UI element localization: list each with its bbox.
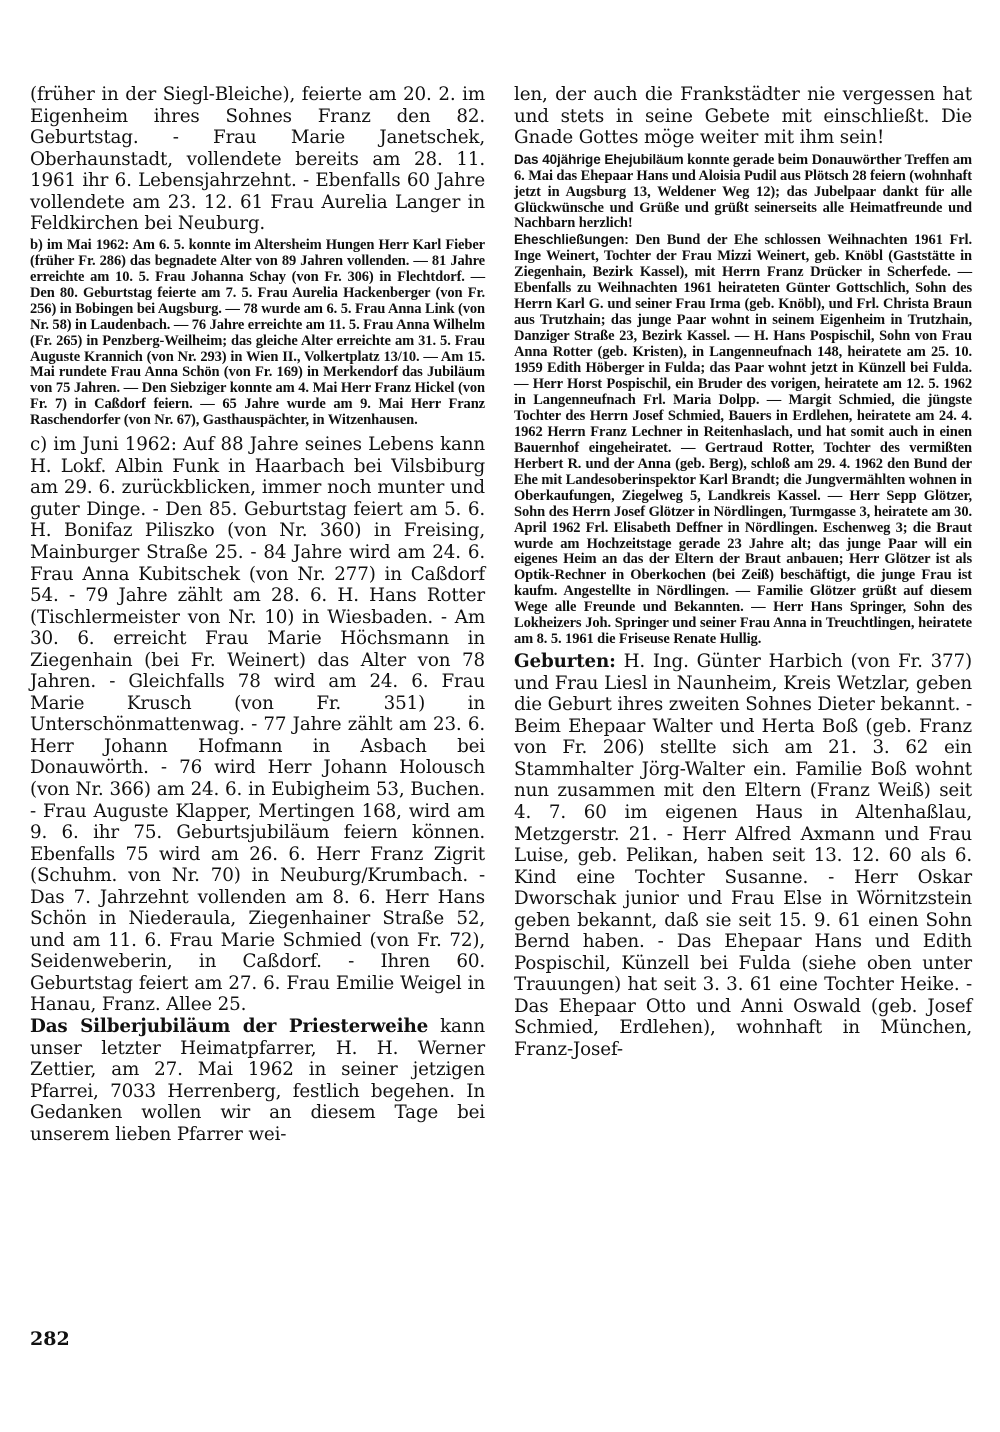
right-paragraph-births [514,651,972,1060]
weddings-heading: Eheschließungen: [514,232,629,248]
marriage-jubilee-heading: Das 40jährige Ehejubiläum [514,151,684,167]
marriage-jubilee-text: konnte gerade beim Donauwörther Treffen am 6. Mai das Ehepaar Hans und Aloisia Pudil aus Plötsch 28 feiern (wohnhaft jetzt in Augsburg 13, Weldener Weg 12); das Jubelpaar dankt für alle Glückwünsche und Grüße und grüßt seinerseits alle Heimatfreunde und Nachbarn herzlich! [514,151,972,232]
silver-jubilee-heading: Das Silberjubiläum der Priesterweihe [30,1016,429,1038]
right-column [514,84,972,1061]
births-heading: Geburten: [514,651,616,673]
page-number: 282 [30,1328,70,1350]
right-paragraph-1: len, der auch die Frankstädter nie vergessen hat und stets in seine Gebete mit einschließt. Die Gnade Gottes möge weiter mit ihm sein! [514,84,972,149]
left-paragraph-1: (früher in der Siegl-Bleiche), feierte am 20. 2. im Eigenheim ihres Sohnes Franz den 82. Geburtstag. - Frau Marie Janetschek, Oberhaunstadt, vollendete bereits am 28. 11. 1961 ihr 6. Lebensjahrzehnt. - Ebenfalls 60 Jahre vollendete am 23. 12. 61 Frau Aurelia Langer in Feldkirchen bei Neuburg. [30,84,485,235]
births-text: H. Ing. Günter Harbich (von Fr. 377) und Frau Liesl in Naunheim, Kreis Wetzlar, geben die Geburt ihres zweiten Sohnes Dieter bekannt. - Beim Ehepaar Walter und Herta Boß (geb. Franz von Fr. 206) stellte sich am 21. 3. 62 ein Stammhalter Jörg-Walter ein. Familie Boß wohnt nun zusammen mit den Eltern (Franz Weiß) seit 4. 7. 60 im eigenen Haus in Altenhaßlau, Metzgerstr. 21. - Herr Alfred Axmann und Frau Luise, geb. Pelikan, haben seit 13. 12. 60 als 6. Kind eine Tochter Susanne. - Herr Oskar Dworschak junior und Frau Else in Wörnitzstein geben bekannt, daß sie seit 15. 9. 61 einen Sohn Bernd haben. - Das Ehepaar Hans und Edith Pospischil, Künzell bei Fulda (siehe oben unter Trauungen) hat seit 3. 3. 61 eine Tochter Heike. - Das Ehepaar Otto und Anni Oswald (geb. Josef Schmied, Erdlehen), wohnhaft in München, Franz-Josef- [514,651,973,1061]
weddings-text: Den Bund der Ehe schlossen Weihnachten 1961 Frl. Inge Weinert, Tochter der Frau Mizzi Weinert, geb. Knöbl (Gaststätte in Ziegenhain, Bezirk Kassel), mit Herrn Franz Drücker in Scherfede. — Ebenfalls zu Weihnachten 1961 heirateten Günter Gottschlich, Sohn des Herrn Karl G. und seiner Frau Irma (geb. Knöbl), und Frl. Christa Braun aus Trutzhain; das junge Paar wohnt in seinem Eigenheim in Trutzhain, Danziger Straße 23, Bezirk Kassel. — H. Hans Pospischil, Sohn von Frau Anna Rotter (geb. Kristen), in Langenneufnach 148, heiratete am 25. 10. 1959 Edith Höberger in Fulda; das Paar wohnt jetzt in Künzell bei Fulda. — Herr Horst Pospischil, ein Bruder des vorigen, heiratete am 12. 5. 1962 in Langenneufnach Frl. Maria Dolpp. — Margit Schmied, die jüngste Tochter des Herrn Josef Schmied, Bauers in Erdlehen, heiratete am 24. 4. 1962 Herrn Franz Lechner in Reitenhaslach, und hat somit auch in einen Bauernhof eingeheiratet. — Gertraud Rotter, Tochter des vermißten Herbert R. und der Anna (geb. Berg), schloß am 29. 4. 1962 den Bund der Ehe mit Landesoberinspektor Karl Brandt; die Jungvermählten wohnen in Oberkaufungen, Ziegelweg 5, Landkreis Kassel. — Herr Sepp Glötzer, Sohn des Herrn Josef Glötzer in Nördlingen, Turmgasse 3, heiratete am 30. April 1962 Frl. Elisabeth Deffner in Nördlingen. Eschenweg 3; die Braut wurde am Hochzeitstage gerade 23 Jahre alt; das junge Paar will ein eigenes Heim an das der Eltern der Braut anbauen; Herr Glötzer ist als Optik-Rechner in Oberkochen (bei Zeiß) beschäftigt, die junge Frau ist kaufm. Angestellte in Nördlingen. — Familie Glötzer grüßt auf diesem Wege alle Freunde und Bekannten. — Herr Hans Springer, Sohn des Lokheizers Joh. Springer und seiner Frau Anna in Treuchtlingen, heiratete am 8. 5. 1961 die Friseuse Renate Hullig. [514,232,972,648]
right-paragraph-weddings [514,232,972,648]
left-column [30,84,485,1145]
left-paragraph-june: c) im Juni 1962: Auf 88 Jahre seines Lebens kann H. Lokf. Albin Funk in Haarbach bei Vilsbiburg am 29. 6. zurückblicken, immer noch munter und guter Dinge. - Den 85. Geburtstag feiert am 5. 6. H. Bonifaz Piliszko (von Nr. 360) in Freising, Mainburger Straße 25. - 84 Jahre wird am 24. 6. Frau Anna Kubitschek (von Nr. 277) in Caßdorf 54. - 79 Jahre zählt am 28. 6. H. Hans Rotter (Tischlermeister von Nr. 10) in Wiesbaden. - Am 30. 6. erreicht Frau Marie Höchsmann in Ziegenhain (bei Fr. Weinert) das Alter von 78 Jahren. - Gleichfalls 78 wird am 24. 6. Frau Marie Krusch (von Fr. 351) in Unterschönmattenwag. - 77 Jahre zählt am 23. 6. Herr Johann Hofmann in Asbach bei Donauwörth. - 76 wird Herr Johann Holousch (von Nr. 366) am 24. 6. in Eubigheim 53, Buchen. - Frau Auguste Klapper, Mertingen 168, wird am 9. 6. ihr 75. Geburtsjubiläum feiern können. Ebenfalls 75 wird am 26. 6. Herr Franz Zigrit (Schuhm. von Nr. 70) in Neuburg/Krumbach. - Das 7. Jahrzehnt vollenden am 8. 6. Herr Hans Schön in Niederaula, Ziegenhainer Straße 52, und am 11. 6. Frau Marie Schmied (von Fr. 72), Seidenweberin, in Caßdorf. - Ihren 60. Geburtstag feiert am 27. 6. Frau Emilie Weigel in Hanau, Franz. Allee 25. [30,434,485,1016]
silver-jubilee-text: kann unser letzter Heimatpfarrer, H. H. Werner Zettier, am 27. Mai 1962 in seiner jetzigen Pfarrei, 7033 Herrenberg, festlich begehen. In Gedanken wollen wir an diesem Tage bei unserem lieben Pfarrer wei- [30,1016,485,1145]
left-paragraph-silver-jubilee [30,1016,485,1145]
left-paragraph-may: b) im Mai 1962: Am 6. 5. konnte im Altersheim Hungen Herr Karl Fieber (früher Fr. 286) das begnadete Alter von 89 Jahren vollenden. — 81 Jahre erreichte am 10. 5. Frau Johanna Schay (von Fr. 306) in Flechtdorf. — Den 80. Geburtstag feierte am 7. 5. Frau Aurelia Hackenberger (von Fr. 256) in Bobingen bei Augsburg. — 78 wurde am 6. 5. Frau Anna Link (von Nr. 58) in Laudenbach. — 76 Jahre erreichte am 11. 5. Frau Anna Wilhelm (Fr. 265) in Penzberg-Weilheim; das gleiche Alter erreichte am 31. 5. Frau Auguste Krannich (von Nr. 293) in Wien II., Volkertplatz 13/10. — Am 15. Mai rundete Frau Anna Schön (von Fr. 169) in Merkendorf das Jubiläum von 75 Jahren. — Den Siebziger konnte am 4. Mai Herr Franz Hickel (von Fr. 7) in Caßdorf feiern. — 65 Jahre wurde am 9. Mai Herr Franz Raschendorfer (von Nr. 67), Gasthauspächter, in Witzenhausen. [30,236,485,429]
right-paragraph-marriage-jubilee [514,152,972,233]
